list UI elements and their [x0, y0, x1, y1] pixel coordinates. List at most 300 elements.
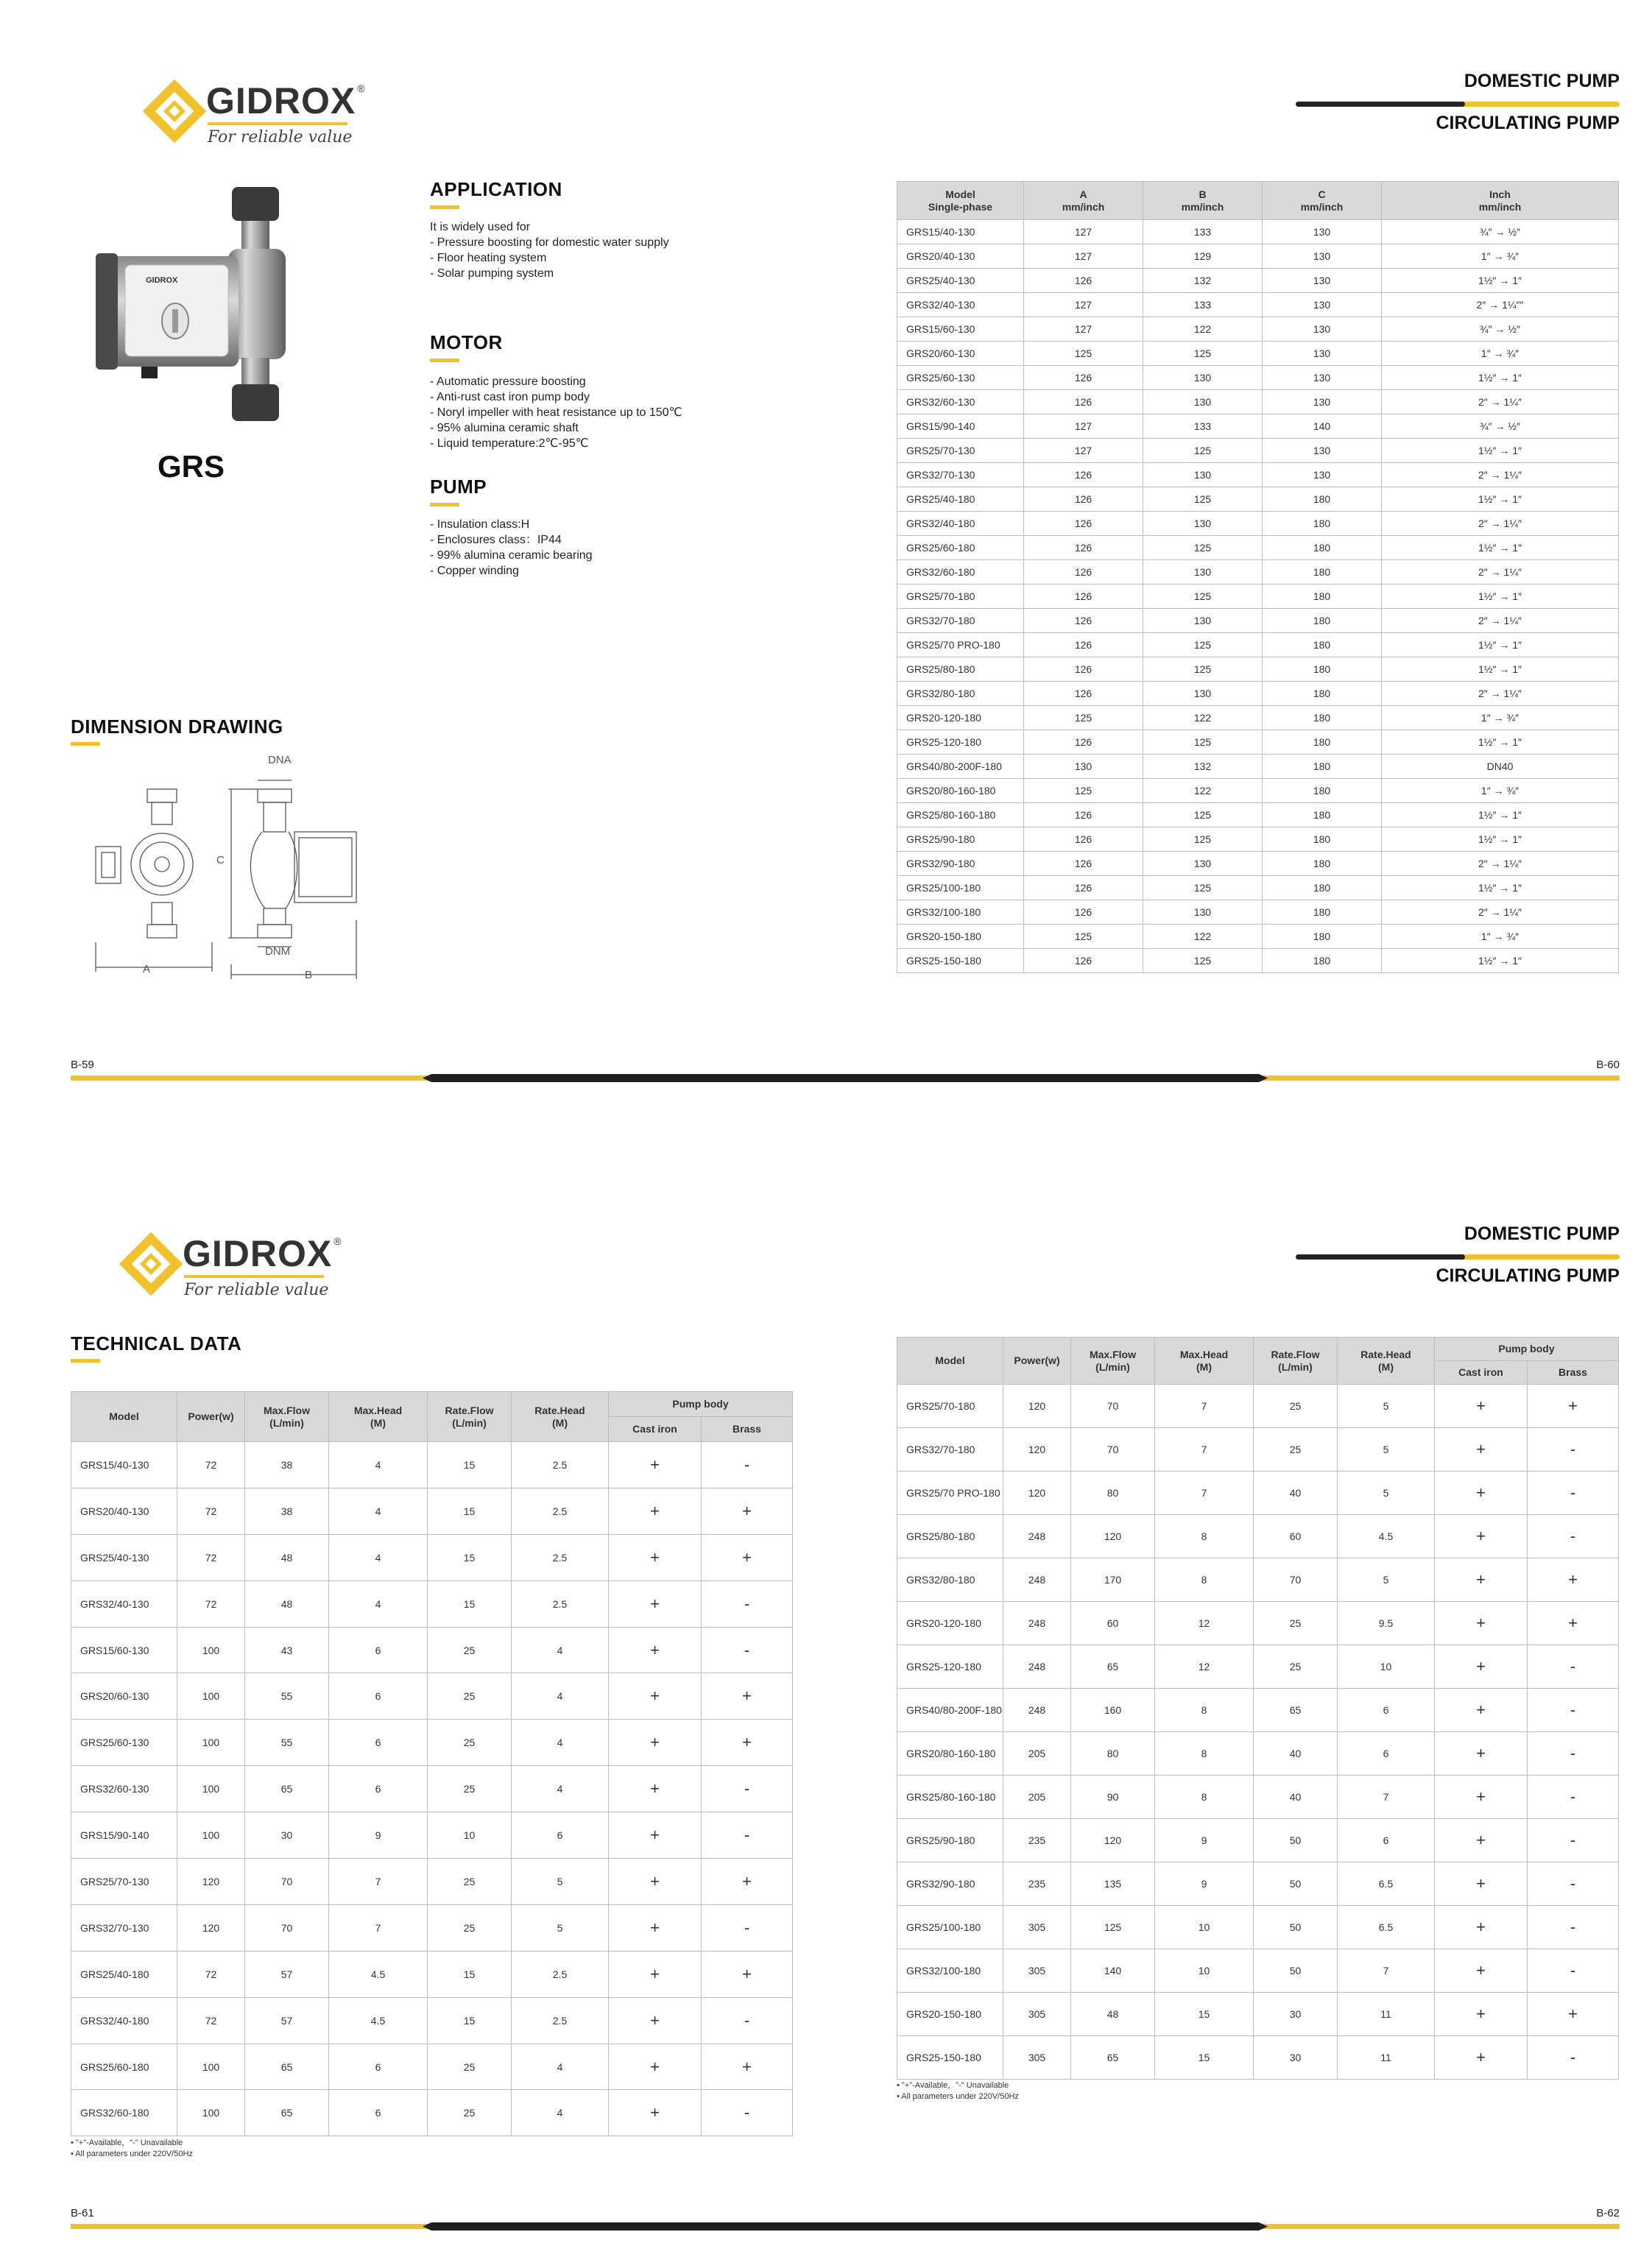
- model-cell: GRS15/90-140: [897, 414, 1024, 439]
- value-cell: +: [1435, 1819, 1528, 1862]
- table-row: [897, 439, 1619, 463]
- value-cell: 70: [1071, 1428, 1155, 1472]
- table-row: [897, 900, 1619, 925]
- value-cell: 180: [1263, 487, 1382, 512]
- value-cell: 72: [177, 1580, 245, 1627]
- table-row: [897, 657, 1619, 682]
- value-cell: 1½″ → 1″: [1382, 487, 1619, 512]
- value-cell: 7: [329, 1904, 428, 1951]
- tech-table-left-body: [71, 1442, 793, 2136]
- col-max-flow: Max.Flow (L/min): [245, 1392, 329, 1442]
- value-cell: 180: [1263, 512, 1382, 536]
- value-cell: 9: [1155, 1819, 1254, 1862]
- table-row: [897, 366, 1619, 390]
- value-cell: 126: [1024, 584, 1143, 609]
- col-cast-iron: Cast iron: [609, 1417, 702, 1442]
- value-cell: 126: [1024, 536, 1143, 560]
- col-rate-head: Rate.Head (M): [1338, 1338, 1435, 1385]
- value-cell: 130: [1143, 609, 1263, 633]
- value-cell: 65: [1071, 2036, 1155, 2080]
- value-cell: +: [1435, 1993, 1528, 2036]
- value-cell: 70: [1071, 1385, 1155, 1428]
- value-cell: 4: [329, 1442, 428, 1488]
- value-cell: ¾″ → ½″: [1382, 317, 1619, 342]
- model-cell: GRS25/40-130: [897, 269, 1024, 293]
- value-cell: 305: [1003, 2036, 1071, 2080]
- value-cell: +: [609, 1580, 702, 1627]
- table-row: [71, 2044, 793, 2090]
- value-cell: 2″ → 1¼″: [1382, 390, 1619, 414]
- table-row: [897, 1558, 1619, 1602]
- value-cell: 25: [428, 1766, 512, 1812]
- drawing-label-b: B: [305, 969, 313, 981]
- value-cell: 180: [1263, 536, 1382, 560]
- brand-tagline: For reliable value: [208, 128, 353, 146]
- value-cell: -: [702, 1904, 793, 1951]
- value-cell: 1½″ → 1″: [1382, 949, 1619, 973]
- table-row: [897, 463, 1619, 487]
- col-model: Model: [71, 1392, 177, 1442]
- value-cell: 2″ → 1¼″″: [1382, 293, 1619, 317]
- header-block-2: [1296, 1223, 1620, 1287]
- value-cell: -: [702, 1997, 793, 2044]
- value-cell: 180: [1263, 876, 1382, 900]
- value-cell: 12: [1155, 1602, 1254, 1645]
- value-cell: 130: [1143, 463, 1263, 487]
- model-cell: GRS25/40-130: [71, 1534, 177, 1580]
- value-cell: 48: [245, 1534, 329, 1580]
- value-cell: 65: [1254, 1689, 1338, 1732]
- value-cell: 125: [1143, 439, 1263, 463]
- value-cell: 180: [1263, 633, 1382, 657]
- value-cell: 180: [1263, 949, 1382, 973]
- value-cell: 127: [1024, 244, 1143, 269]
- value-cell: 4.5: [1338, 1515, 1435, 1558]
- value-cell: 1½″ → 1″: [1382, 366, 1619, 390]
- model-cell: GRS25/100-180: [897, 1906, 1003, 1949]
- value-cell: 205: [1003, 1732, 1071, 1776]
- model-cell: GRS32/100-180: [897, 900, 1024, 925]
- value-cell: 55: [245, 1673, 329, 1720]
- drawing-label-dnm: DNM: [265, 945, 291, 958]
- header-domestic-pump: DOMESTIC PUMP: [1464, 71, 1620, 91]
- model-cell: GRS32/90-180: [897, 1862, 1003, 1906]
- value-cell: 205: [1003, 1776, 1071, 1819]
- value-cell: 180: [1263, 730, 1382, 755]
- model-cell: GRS40/80-200F-180: [897, 1689, 1003, 1732]
- table-row: [71, 1951, 793, 1997]
- value-cell: +: [1435, 1558, 1528, 1602]
- value-cell: -: [1528, 1428, 1619, 1472]
- value-cell: +: [609, 1766, 702, 1812]
- model-cell: GRS25/70-180: [897, 1385, 1003, 1428]
- value-cell: -: [702, 1766, 793, 1812]
- value-cell: 6: [1338, 1819, 1435, 1862]
- value-cell: +: [1435, 1428, 1528, 1472]
- dimension-table-body: [897, 220, 1619, 973]
- value-cell: 6.5: [1338, 1906, 1435, 1949]
- brand-tagline: For reliable value: [184, 1281, 329, 1299]
- value-cell: 15: [428, 1951, 512, 1997]
- model-cell: GRS32/40-180: [71, 1997, 177, 2044]
- value-cell: 248: [1003, 1645, 1071, 1689]
- value-cell: 7: [1338, 1949, 1435, 1993]
- table-row: [897, 609, 1619, 633]
- value-cell: 70: [245, 1859, 329, 1905]
- table-row: [897, 560, 1619, 584]
- model-cell: GRS25/70-180: [897, 584, 1024, 609]
- product-name: GRS: [158, 449, 225, 484]
- value-cell: 125: [1143, 949, 1263, 973]
- table-row: [897, 706, 1619, 730]
- model-cell: GRS25/60-130: [897, 366, 1024, 390]
- value-cell: 100: [177, 2044, 245, 2090]
- table-row: [71, 1904, 793, 1951]
- value-cell: +: [1435, 1906, 1528, 1949]
- value-cell: 100: [177, 1673, 245, 1720]
- value-cell: 25: [428, 2090, 512, 2136]
- value-cell: 135: [1071, 1862, 1155, 1906]
- value-cell: 180: [1263, 925, 1382, 949]
- value-cell: 6: [512, 1812, 609, 1859]
- table-row: [897, 1776, 1619, 1819]
- col-max-head: Max.Head (M): [1155, 1338, 1254, 1385]
- value-cell: +: [1435, 1385, 1528, 1428]
- value-cell: 125: [1143, 342, 1263, 366]
- value-cell: 127: [1024, 414, 1143, 439]
- value-cell: 235: [1003, 1862, 1071, 1906]
- value-cell: +: [1435, 1645, 1528, 1689]
- col-b: B mm/inch: [1143, 182, 1263, 220]
- table-row: [71, 1997, 793, 2044]
- value-cell: +: [609, 1627, 702, 1673]
- value-cell: 2.5: [512, 1997, 609, 2044]
- model-cell: GRS25/40-180: [897, 487, 1024, 512]
- value-cell: 25: [428, 2044, 512, 2090]
- value-cell: 125: [1143, 803, 1263, 827]
- value-cell: 1½″ → 1″: [1382, 730, 1619, 755]
- header-circulating-pump: CIRCULATING PUMP: [1436, 113, 1620, 133]
- value-cell: +: [609, 1859, 702, 1905]
- value-cell: 25: [1254, 1428, 1338, 1472]
- value-cell: 25: [1254, 1385, 1338, 1428]
- model-cell: GRS25/70-130: [897, 439, 1024, 463]
- value-cell: 1″ → ¾″: [1382, 244, 1619, 269]
- value-cell: +: [1528, 1558, 1619, 1602]
- value-cell: 180: [1263, 657, 1382, 682]
- model-cell: GRS15/60-130: [897, 317, 1024, 342]
- table-row: [897, 220, 1619, 244]
- table-row: [897, 633, 1619, 657]
- table-row: [897, 852, 1619, 876]
- value-cell: 130: [1263, 317, 1382, 342]
- value-cell: 4.5: [329, 1997, 428, 2044]
- value-cell: 1½″ → 1″: [1382, 633, 1619, 657]
- value-cell: -: [702, 1580, 793, 1627]
- value-cell: 72: [177, 1951, 245, 1997]
- value-cell: 126: [1024, 682, 1143, 706]
- value-cell: +: [1435, 1776, 1528, 1819]
- value-cell: 180: [1263, 755, 1382, 779]
- table-row: [897, 342, 1619, 366]
- value-cell: -: [1528, 1645, 1619, 1689]
- gidrox-logo-icon: [140, 77, 209, 146]
- model-cell: GRS32/40-130: [71, 1580, 177, 1627]
- table-row: [897, 1732, 1619, 1776]
- value-cell: 4: [512, 1627, 609, 1673]
- value-cell: 4: [512, 1766, 609, 1812]
- value-cell: -: [1528, 1776, 1619, 1819]
- value-cell: 30: [245, 1812, 329, 1859]
- model-cell: GRS25/70 PRO-180: [897, 633, 1024, 657]
- value-cell: +: [702, 1673, 793, 1720]
- value-cell: 2″ → 1¼″: [1382, 852, 1619, 876]
- model-cell: GRS32/70-130: [897, 463, 1024, 487]
- model-cell: GRS20/40-130: [71, 1488, 177, 1534]
- value-cell: 1½″ → 1″: [1382, 803, 1619, 827]
- value-cell: 180: [1263, 706, 1382, 730]
- value-cell: +: [609, 2044, 702, 2090]
- value-cell: 130: [1143, 682, 1263, 706]
- value-cell: 25: [428, 1627, 512, 1673]
- value-cell: 25: [428, 1904, 512, 1951]
- model-cell: GRS20/80-160-180: [897, 779, 1024, 803]
- value-cell: 180: [1263, 584, 1382, 609]
- value-cell: 55: [245, 1720, 329, 1766]
- value-cell: 130: [1143, 366, 1263, 390]
- value-cell: 248: [1003, 1689, 1071, 1732]
- value-cell: 43: [245, 1627, 329, 1673]
- col-rate-flow: Rate.Flow (L/min): [1254, 1338, 1338, 1385]
- value-cell: 7: [1338, 1776, 1435, 1819]
- value-cell: 1″ → ¾″: [1382, 706, 1619, 730]
- model-cell: GRS32/60-180: [71, 2090, 177, 2136]
- page-divider-2: [71, 2220, 1620, 2232]
- value-cell: 25: [1254, 1602, 1338, 1645]
- value-cell: 248: [1003, 1558, 1071, 1602]
- value-cell: +: [609, 1442, 702, 1488]
- col-pump-body: Pump body: [1435, 1338, 1619, 1361]
- gidrox-logo-2: [116, 1222, 342, 1303]
- value-cell: 100: [177, 2090, 245, 2136]
- model-cell: GRS15/60-130: [71, 1627, 177, 1673]
- value-cell: DN40: [1382, 755, 1619, 779]
- table-row: [897, 390, 1619, 414]
- value-cell: 15: [1155, 1993, 1254, 2036]
- value-cell: 90: [1071, 1776, 1155, 1819]
- value-cell: 7: [1155, 1385, 1254, 1428]
- pump-title: PUMP: [430, 476, 487, 498]
- value-cell: 65: [245, 2044, 329, 2090]
- model-cell: GRS40/80-200F-180: [897, 755, 1024, 779]
- value-cell: -: [702, 1627, 793, 1673]
- value-cell: 6: [329, 1673, 428, 1720]
- value-cell: 305: [1003, 1906, 1071, 1949]
- value-cell: 125: [1143, 657, 1263, 682]
- value-cell: 11: [1338, 2036, 1435, 2080]
- value-cell: -: [702, 1812, 793, 1859]
- value-cell: 130: [1263, 220, 1382, 244]
- table-row: [71, 1812, 793, 1859]
- value-cell: 8: [1155, 1776, 1254, 1819]
- value-cell: 235: [1003, 1819, 1071, 1862]
- value-cell: 100: [177, 1627, 245, 1673]
- value-cell: 15: [428, 1997, 512, 2044]
- value-cell: 120: [1003, 1472, 1071, 1515]
- col-power: Power(w): [177, 1392, 245, 1442]
- model-cell: GRS25/60-180: [897, 536, 1024, 560]
- model-cell: GRS15/90-140: [71, 1812, 177, 1859]
- table-row: [71, 1859, 793, 1905]
- value-cell: 160: [1071, 1689, 1155, 1732]
- value-cell: 127: [1024, 293, 1143, 317]
- col-rate-head: Rate.Head (M): [512, 1392, 609, 1442]
- value-cell: +: [1435, 1689, 1528, 1732]
- col-a: A mm/inch: [1024, 182, 1143, 220]
- value-cell: 4: [512, 1673, 609, 1720]
- value-cell: 126: [1024, 463, 1143, 487]
- value-cell: 1″ → ¾″: [1382, 342, 1619, 366]
- value-cell: 72: [177, 1442, 245, 1488]
- value-cell: 72: [177, 1997, 245, 2044]
- model-cell: GRS25/100-180: [897, 876, 1024, 900]
- gidrox-logo-icon: [116, 1229, 186, 1299]
- value-cell: 50: [1254, 1819, 1338, 1862]
- value-cell: 140: [1263, 414, 1382, 439]
- table-row: [71, 1488, 793, 1534]
- dimension-drawing: [81, 751, 375, 986]
- model-cell: GRS25/80-160-180: [897, 1776, 1003, 1819]
- motor-title: MOTOR: [430, 331, 503, 353]
- value-cell: 4: [329, 1488, 428, 1534]
- table-row: [897, 1906, 1619, 1949]
- table-row: [897, 682, 1619, 706]
- value-cell: 126: [1024, 657, 1143, 682]
- value-cell: 5: [1338, 1385, 1435, 1428]
- value-cell: 11: [1338, 1993, 1435, 2036]
- value-cell: 133: [1143, 220, 1263, 244]
- model-cell: GRS20-150-180: [897, 1993, 1003, 2036]
- value-cell: 120: [1003, 1385, 1071, 1428]
- model-cell: GRS25/70 PRO-180: [897, 1472, 1003, 1515]
- svg-text:GIDROX: GIDROX: [146, 276, 178, 285]
- value-cell: 4: [329, 1534, 428, 1580]
- value-cell: 48: [245, 1580, 329, 1627]
- value-cell: 12: [1155, 1645, 1254, 1689]
- value-cell: -: [1528, 1862, 1619, 1906]
- value-cell: 126: [1024, 633, 1143, 657]
- value-cell: 127: [1024, 439, 1143, 463]
- model-cell: GRS32/70-180: [897, 609, 1024, 633]
- value-cell: 40: [1254, 1732, 1338, 1776]
- model-cell: GRS32/40-180: [897, 512, 1024, 536]
- model-cell: GRS20/40-130: [897, 244, 1024, 269]
- value-cell: 25: [428, 1859, 512, 1905]
- table-row: [897, 755, 1619, 779]
- drawing-label-dna: DNA: [268, 754, 292, 766]
- value-cell: +: [702, 1534, 793, 1580]
- col-brass: Brass: [702, 1417, 793, 1442]
- value-cell: 130: [1143, 900, 1263, 925]
- value-cell: 120: [177, 1859, 245, 1905]
- value-cell: 1½″ → 1″: [1382, 827, 1619, 852]
- value-cell: 130: [1263, 439, 1382, 463]
- value-cell: 65: [245, 1766, 329, 1812]
- value-cell: 100: [177, 1812, 245, 1859]
- value-cell: 127: [1024, 317, 1143, 342]
- value-cell: ¾″ → ½″: [1382, 220, 1619, 244]
- table-row: [71, 1766, 793, 1812]
- value-cell: 9.5: [1338, 1602, 1435, 1645]
- value-cell: 4.5: [329, 1951, 428, 1997]
- value-cell: 1½″ → 1″: [1382, 536, 1619, 560]
- model-cell: GRS20-150-180: [897, 925, 1024, 949]
- value-cell: 10: [1155, 1949, 1254, 1993]
- table-row: [897, 1515, 1619, 1558]
- value-cell: 4: [512, 1720, 609, 1766]
- model-cell: GRS32/60-180: [897, 560, 1024, 584]
- application-text: It is widely used for - Pressure boosting for domestic water supply - Floor heating system - Solar pumping system: [430, 221, 669, 280]
- model-cell: GRS15/40-130: [897, 220, 1024, 244]
- value-cell: 1½″ → 1″: [1382, 876, 1619, 900]
- value-cell: +: [1528, 1385, 1619, 1428]
- value-cell: 1½″ → 1″: [1382, 269, 1619, 293]
- table-row: [71, 1580, 793, 1627]
- value-cell: 130: [1263, 269, 1382, 293]
- value-cell: +: [702, 1488, 793, 1534]
- table-row: [897, 827, 1619, 852]
- value-cell: +: [702, 1859, 793, 1905]
- value-cell: -: [1528, 1906, 1619, 1949]
- value-cell: +: [609, 1951, 702, 1997]
- value-cell: 2″ → 1¼″: [1382, 560, 1619, 584]
- model-cell: GRS25-120-180: [897, 730, 1024, 755]
- value-cell: 15: [428, 1534, 512, 1580]
- brand-name: GIDROX ®: [183, 1233, 342, 1274]
- notes-left: • "+"-Available，"-" Unavailable • All parameters under 220V/50Hz: [71, 2138, 193, 2158]
- header-domestic-pump: DOMESTIC PUMP: [1464, 1223, 1620, 1244]
- value-cell: 8: [1155, 1515, 1254, 1558]
- value-cell: 80: [1071, 1732, 1155, 1776]
- value-cell: 140: [1071, 1949, 1155, 1993]
- table-row: [897, 803, 1619, 827]
- value-cell: 126: [1024, 560, 1143, 584]
- value-cell: 1½″ → 1″: [1382, 439, 1619, 463]
- value-cell: 132: [1143, 269, 1263, 293]
- value-cell: 25: [428, 1673, 512, 1720]
- table-row: [897, 1689, 1619, 1732]
- value-cell: 50: [1254, 1906, 1338, 1949]
- value-cell: 65: [245, 2090, 329, 2136]
- drawing-label-c: C: [216, 854, 225, 866]
- table-row: [897, 730, 1619, 755]
- value-cell: 126: [1024, 949, 1143, 973]
- col-brass: Brass: [1528, 1361, 1619, 1385]
- table-row: [897, 1428, 1619, 1472]
- value-cell: 130: [1143, 390, 1263, 414]
- value-cell: 2.5: [512, 1488, 609, 1534]
- value-cell: 5: [512, 1859, 609, 1905]
- value-cell: ¾″ → ½″: [1382, 414, 1619, 439]
- model-cell: GRS25/90-180: [897, 1819, 1003, 1862]
- value-cell: -: [1528, 2036, 1619, 2080]
- drawing-label-a: A: [143, 963, 151, 975]
- page-number-left-2: B-61: [71, 2207, 94, 2219]
- value-cell: 2″ → 1¼″: [1382, 463, 1619, 487]
- table-row: [71, 1720, 793, 1766]
- value-cell: 4: [512, 2044, 609, 2090]
- value-cell: 65: [1071, 1645, 1155, 1689]
